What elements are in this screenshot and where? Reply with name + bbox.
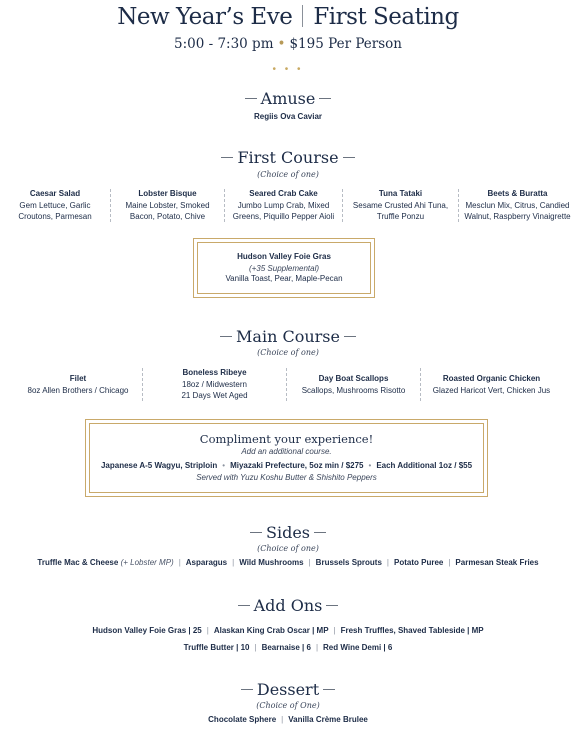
amuse-heading-text: Amuse	[260, 89, 316, 108]
dish-name: Caesar Salad	[29, 189, 81, 198]
seating-time: 5:00 - 7:30 pm	[173, 36, 274, 52]
upgrade-subtitle: Add an additional course.	[241, 447, 332, 456]
heading-rule-right	[344, 336, 356, 337]
heading-rule-right	[343, 157, 355, 158]
bullet-separator: •	[277, 36, 286, 52]
amuse-item: Regiis Ova Caviar	[253, 112, 323, 121]
pipe-separator: |	[315, 643, 319, 652]
side-item: Asparagus	[185, 558, 228, 567]
wagyu-cut: Japanese A-5 Wagyu, Striploin	[100, 461, 218, 470]
side-item: Truffle Mac & Cheese	[37, 558, 119, 567]
heading-rule-right	[314, 532, 326, 533]
side-item: Wild Mushrooms	[239, 558, 304, 567]
heading-rule-left	[245, 98, 257, 99]
menu-title	[0, 4, 576, 30]
side-item: Parmesan Steak Fries	[455, 558, 539, 567]
add-ons-row	[0, 643, 576, 652]
sides-note: (Choice of one)	[257, 544, 319, 553]
heading-rule-left	[220, 336, 232, 337]
first-course-heading	[0, 148, 576, 167]
main-course-options	[14, 368, 562, 401]
first-course-heading-text: First Course	[237, 148, 339, 167]
main-course-option	[142, 368, 286, 401]
heading-rule-right	[323, 689, 335, 690]
dish-name: Roasted Organic Chicken	[442, 374, 541, 383]
price-per-person: $195 Per Person	[289, 36, 402, 52]
sides-heading-text: Sides	[266, 523, 310, 542]
pipe-separator: |	[178, 558, 181, 567]
dish-desc: Truffle Ponzu	[376, 212, 425, 221]
side-item: Brussels Sprouts	[315, 558, 382, 567]
dot-separator: •	[368, 461, 372, 470]
ornament-dots: • • •	[272, 64, 304, 75]
main-course-option	[286, 368, 420, 401]
title-seating: First Seating	[313, 4, 459, 30]
feature-dish-desc: Vanilla Toast, Pear, Maple-Pecan	[225, 274, 343, 283]
sides-list	[0, 558, 576, 567]
dish-desc: Scallops, Mushrooms Risotto	[301, 386, 406, 395]
wagyu-extra-price: Each Additional 1oz / $55	[376, 461, 473, 470]
main-course-heading-text: Main Course	[236, 327, 340, 346]
side-item: Potato Puree	[394, 558, 444, 567]
heading-rule-left	[241, 689, 253, 690]
dessert-heading	[0, 680, 576, 699]
add-ons-row	[0, 626, 576, 635]
first-course-option	[0, 189, 110, 222]
dish-name: Tuna Tataki	[378, 189, 423, 198]
dessert-note: (Choice of One)	[256, 701, 320, 710]
first-course-option	[458, 189, 576, 222]
dish-desc: Sesame Crusted Ahi Tuna,	[352, 201, 449, 210]
main-course-note: (Choice of one)	[257, 348, 319, 357]
main-course-option	[14, 368, 142, 401]
dot-separator: •	[222, 461, 226, 470]
add-on-item: Alaskan King Crab Oscar | MP	[213, 626, 329, 635]
add-on-item: Red Wine Demi | 6	[323, 643, 393, 652]
pipe-separator: |	[232, 558, 235, 567]
pipe-separator: |	[206, 626, 209, 635]
pipe-separator: |	[448, 558, 451, 567]
pipe-separator: |	[308, 558, 311, 567]
dish-desc: Glazed Haricot Vert, Chicken Jus	[432, 386, 551, 395]
wagyu-served-with: Served with Yuzu Koshu Butter & Shishito Peppers	[196, 473, 377, 482]
title-event: New Year’s Eve	[117, 4, 293, 30]
side-item-extra: (+ Lobster MP)	[120, 558, 174, 567]
heading-rule-left	[221, 157, 233, 158]
dish-desc: Maine Lobster, Smoked	[125, 201, 210, 210]
feature-dish-name: Hudson Valley Foie Gras	[237, 252, 331, 261]
dessert-list	[0, 715, 576, 724]
first-course-option	[224, 189, 342, 222]
dish-desc: Jumbo Lump Crab, Mixed	[237, 201, 330, 210]
dish-name: Day Boat Scallops	[318, 374, 389, 383]
wagyu-price: Miyazaki Prefecture, 5oz min / $275	[230, 461, 364, 470]
first-course-option	[110, 189, 224, 222]
dish-desc: Greens, Piquillo Pepper Aioli	[232, 212, 335, 221]
add-ons-heading	[0, 596, 576, 615]
amuse-heading	[0, 89, 576, 108]
first-course-options	[0, 189, 576, 222]
dish-desc: 8oz Allen Brothers / Chicago	[27, 386, 129, 395]
pipe-separator: |	[254, 643, 257, 652]
dessert-item: Chocolate Sphere	[208, 715, 277, 724]
pipe-separator: |	[333, 626, 336, 635]
title-divider	[302, 5, 303, 27]
dish-name: Boneless Ribeye	[182, 368, 247, 377]
dish-desc: 21 Days Wet Aged	[181, 391, 248, 400]
dessert-heading-text: Dessert	[256, 680, 320, 699]
dish-name: Lobster Bisque	[138, 189, 197, 198]
upgrade-title: Compliment your experience!	[199, 432, 374, 446]
dish-desc: Bacon, Potato, Chive	[129, 212, 206, 221]
dish-name: Seared Crab Cake	[249, 189, 318, 198]
dish-desc: Croutons, Parmesan	[18, 212, 92, 221]
add-ons-heading-text: Add Ons	[253, 596, 323, 615]
heading-rule-right	[319, 98, 331, 99]
dessert-item: Vanilla Crème Brulee	[288, 715, 368, 724]
pipe-separator: |	[386, 558, 389, 567]
pipe-separator: |	[281, 715, 284, 724]
first-course-note: (Choice of one)	[257, 170, 319, 179]
main-course-heading	[0, 327, 576, 346]
heading-rule-right	[326, 605, 338, 606]
add-on-item: Truffle Butter | 10	[183, 643, 250, 652]
heading-rule-left	[250, 532, 262, 533]
wagyu-upgrade-box	[85, 419, 488, 497]
dish-desc: Gem Lettuce, Garlic	[19, 201, 91, 210]
dish-desc: Mesclun Mix, Citrus, Candied	[465, 201, 570, 210]
add-on-item: Bearnaise | 6	[261, 643, 311, 652]
dish-name: Beets & Buratta	[487, 189, 548, 198]
foie-gras-feature-box	[193, 238, 375, 298]
main-course-option	[420, 368, 562, 401]
sides-heading	[0, 523, 576, 542]
first-course-option	[342, 189, 458, 222]
dish-desc: 18oz / Midwestern	[182, 380, 247, 389]
dish-name: Filet	[69, 374, 87, 383]
menu-subtitle	[0, 36, 576, 52]
add-on-item: Fresh Truffles, Shaved Tableside | MP	[340, 626, 484, 635]
add-on-item: Hudson Valley Foie Gras | 25	[92, 626, 202, 635]
wagyu-details	[86, 461, 487, 470]
heading-rule-left	[238, 605, 250, 606]
feature-supplement: (+35 Supplemental)	[248, 264, 320, 273]
dish-desc: Walnut, Raspberry Vinaigrette	[464, 212, 571, 221]
